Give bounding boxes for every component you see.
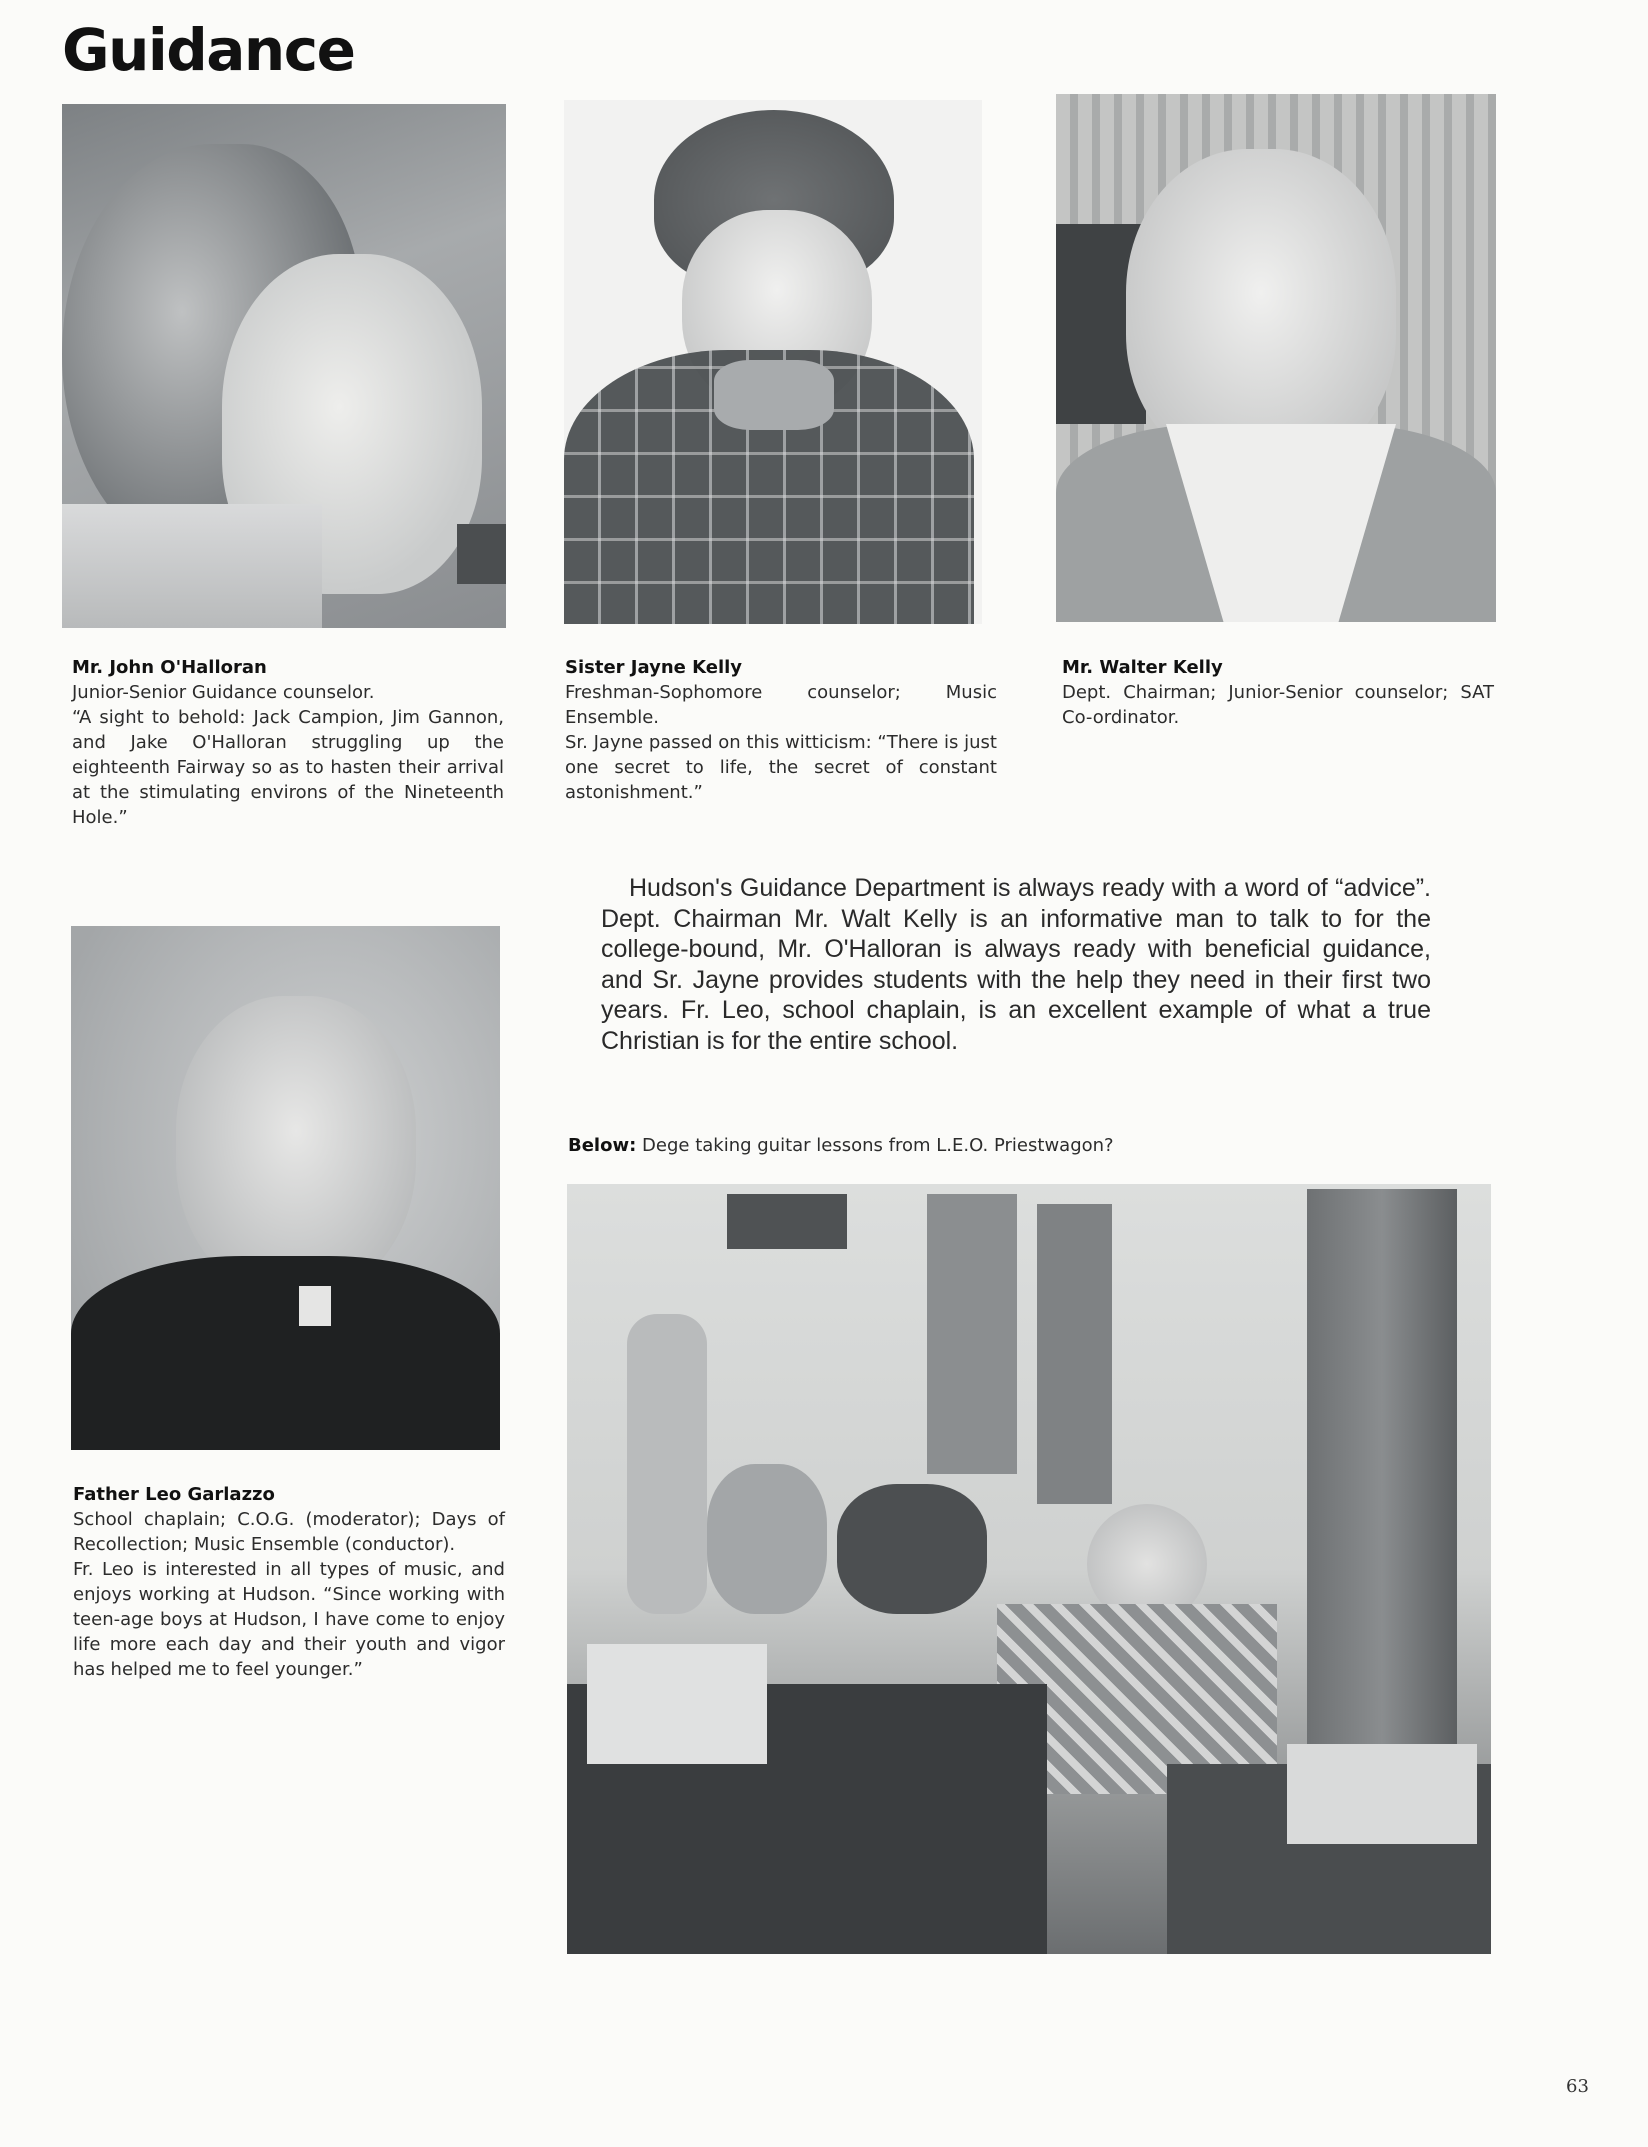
caption-jayne-kelly — [565, 655, 997, 805]
group-photo-guitar-lesson — [567, 1184, 1491, 1954]
staff-role: Dept. Chairman; Junior-Senior counselor; SAT Co-ordinator. — [1062, 682, 1494, 728]
photo-walter-kelly — [1056, 94, 1496, 622]
photo-john-ohalloran — [62, 104, 506, 628]
staff-note: “A sight to behold: Jack Campion, Jim Gannon, and Jake O'Halloran struggling up the eighteenth Fairway so as to hasten their arrival at the stimulating environs of the Nineteenth Hole.” — [72, 707, 504, 828]
photo-leo-garlazzo — [71, 926, 500, 1450]
page-number: 63 — [1566, 2076, 1589, 2097]
staff-role: Freshman-Sophomore counselor; Music Ensemble. — [565, 682, 997, 728]
caption-label: Below: — [568, 1135, 637, 1156]
staff-note: Sr. Jayne passed on this witticism: “There is just one secret to life, the secret of constant astonishment.” — [565, 732, 997, 803]
staff-role: School chaplain; C.O.G. (moderator); Days of Recollection; Music Ensemble (conductor). — [73, 1509, 505, 1555]
caption-leo-garlazzo — [73, 1482, 505, 1682]
staff-name: Mr. Walter Kelly — [1062, 657, 1223, 678]
caption-john-ohalloran — [72, 655, 504, 830]
staff-name: Father Leo Garlazzo — [73, 1484, 275, 1505]
page-title: Guidance — [62, 16, 355, 84]
staff-note: Fr. Leo is interested in all types of music, and enjoys working at Hudson. “Since working with teen-age boys at Hudson, I have come to enjoy life more each day and their youth and vigor has helped me to feel younger.” — [73, 1559, 505, 1680]
staff-name: Mr. John O'Halloran — [72, 657, 267, 678]
photo-jayne-kelly — [564, 100, 982, 624]
group-photo-caption — [568, 1135, 1114, 1156]
staff-name: Sister Jayne Kelly — [565, 657, 743, 678]
staff-role: Junior-Senior Guidance counselor. — [72, 682, 375, 703]
caption-walter-kelly — [1062, 655, 1494, 730]
intro-paragraph: Hudson's Guidance Department is always ready with a word of “advice”. Dept. Chairman Mr. Walt Kelly is an informative man to talk to for the college-bound, Mr. O'Halloran is always ready with beneficial guidance, and Sr. Jayne provides students with the help they need in their first two years. Fr. Leo, school chaplain, is an excellent example of what a true Christian is for the entire school. — [601, 874, 1431, 1055]
caption-text: Dege taking guitar lessons from L.E.O. Priestwagon? — [642, 1135, 1114, 1156]
